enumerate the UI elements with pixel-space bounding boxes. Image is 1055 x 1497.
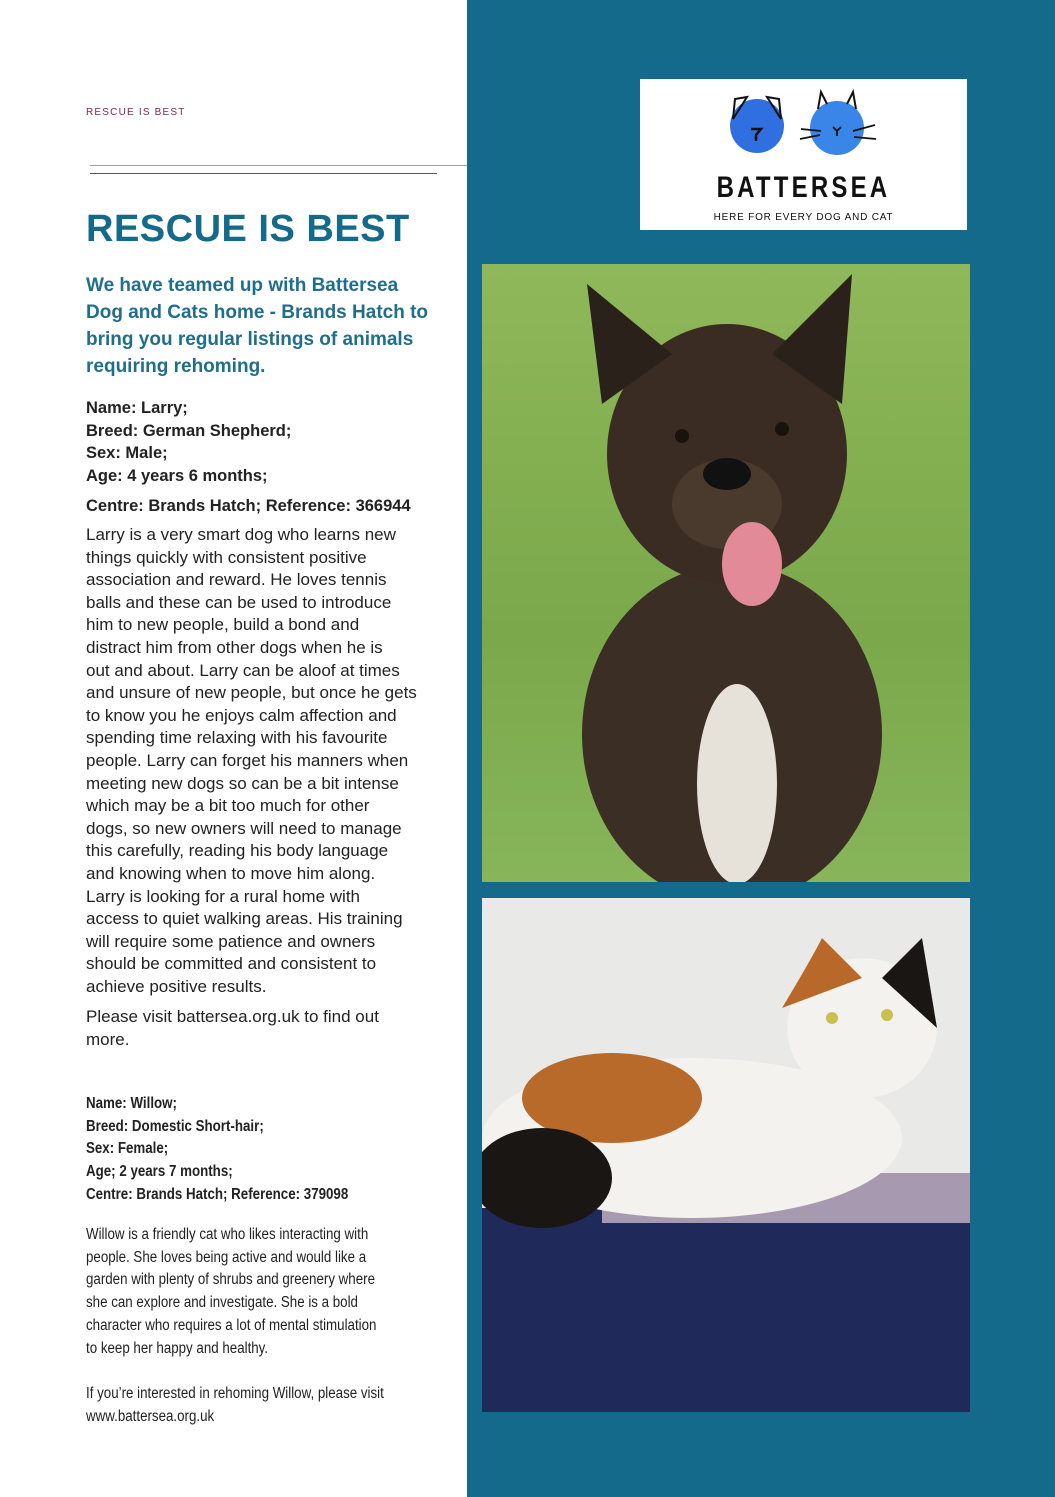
text-line: and unsure of new people, but once he gets [86, 683, 417, 703]
text-line: dogs, so new owners will need to manage [86, 818, 402, 838]
text-line: garden with plenty of shrubs and greenery where [86, 1271, 376, 1289]
text-line: will require some patience and owners [86, 931, 376, 951]
intro-text [86, 272, 466, 380]
text-line: which may be a bit too much for other [86, 796, 370, 816]
text-line: Larry is a very smart dog who learns new [86, 525, 396, 544]
text-line: If you’re interested in rehoming Willow, please visit [86, 1385, 384, 1402]
text-line: association and reward. He loves tennis [86, 570, 387, 590]
page-title: RESCUE IS BEST [86, 208, 410, 250]
intro-line: bring you regular listings of animals [86, 329, 414, 350]
text-line: to know you he enjoys calm affection and [86, 705, 397, 725]
text-line: Willow is a friendly cat who likes interacting with [86, 1226, 369, 1243]
dog-illustration [482, 264, 970, 882]
text-line: people. She loves being active and would like a [86, 1248, 367, 1266]
willow-facts [86, 1093, 464, 1207]
divider [90, 173, 437, 174]
text-line: she can explore and investigate. She is a bold [86, 1294, 358, 1312]
text-line: things quickly with consistent positive [86, 547, 367, 567]
fact: Sex: Male; [86, 444, 168, 462]
willow-visit [86, 1383, 464, 1428]
text-line: this carefully, reading his body language [86, 841, 389, 861]
text-line: more. [86, 1029, 130, 1049]
larry-centre: Centre: Brands Hatch; Reference: 366944 [86, 497, 411, 515]
larry-description [86, 524, 461, 998]
text-line: Sex: Female; [86, 1140, 169, 1158]
text-line: Larry is looking for a rural home with [86, 886, 361, 906]
dog-cat-faces-icon [640, 79, 967, 169]
text-line: out and about. Larry can be aloof at times [86, 660, 400, 680]
text-line: Centre: Brands Hatch; Reference: 379098 [86, 1185, 349, 1203]
logo-tagline: HERE FOR EVERY DOG AND CAT [713, 212, 894, 223]
text-line: should be committed and consistent to [86, 954, 377, 974]
text-line: to keep her happy and healthy. [86, 1339, 269, 1357]
text-line: meeting new dogs so can be a bit intense [86, 773, 399, 793]
text-line: achieve positive results. [86, 976, 267, 996]
intro-line: requiring rehoming. [86, 356, 266, 377]
fact: Breed: German Shepherd; [86, 421, 292, 440]
text-line: character who requires a lot of mental stimulation [86, 1316, 377, 1334]
fact: Age: 4 years 6 months; [86, 466, 268, 485]
larry-facts [86, 397, 461, 487]
text-line: him to new people, build a bond and [86, 615, 360, 635]
text-line: access to quiet walking areas. His training [86, 909, 403, 929]
text-line: Breed: Domestic Short-hair; [86, 1117, 264, 1135]
text-line: distract him from other dogs when he is [86, 637, 383, 657]
battersea-logo [640, 79, 967, 230]
text-line: Name: Willow; [86, 1095, 177, 1112]
intro-line: Dog and Cats home - Brands Hatch to [86, 302, 429, 323]
intro-line: We have teamed up with Battersea [86, 275, 399, 296]
text-line: Please visit battersea.org.uk to find out [86, 1007, 379, 1026]
divider [90, 165, 467, 166]
fact: Name: Larry; [86, 399, 188, 417]
text-line: Age; 2 years 7 months; [86, 1163, 233, 1181]
larry-visit [86, 1006, 461, 1051]
cat-illustration [482, 898, 970, 1412]
text-line: and knowing when to move him along. [86, 863, 376, 883]
larry-photo [482, 264, 970, 882]
logo-name: BATTERSEA [716, 171, 891, 204]
willow-description [86, 1224, 464, 1360]
text-line: people. Larry can forget his manners when [86, 750, 409, 770]
section-kicker: RESCUE IS BEST [86, 107, 186, 118]
text-line: spending time relaxing with his favourite [86, 728, 388, 748]
willow-photo [482, 898, 970, 1412]
text-line: balls and these can be used to introduce [86, 592, 392, 612]
text-line: www.battersea.org.uk [86, 1407, 215, 1425]
